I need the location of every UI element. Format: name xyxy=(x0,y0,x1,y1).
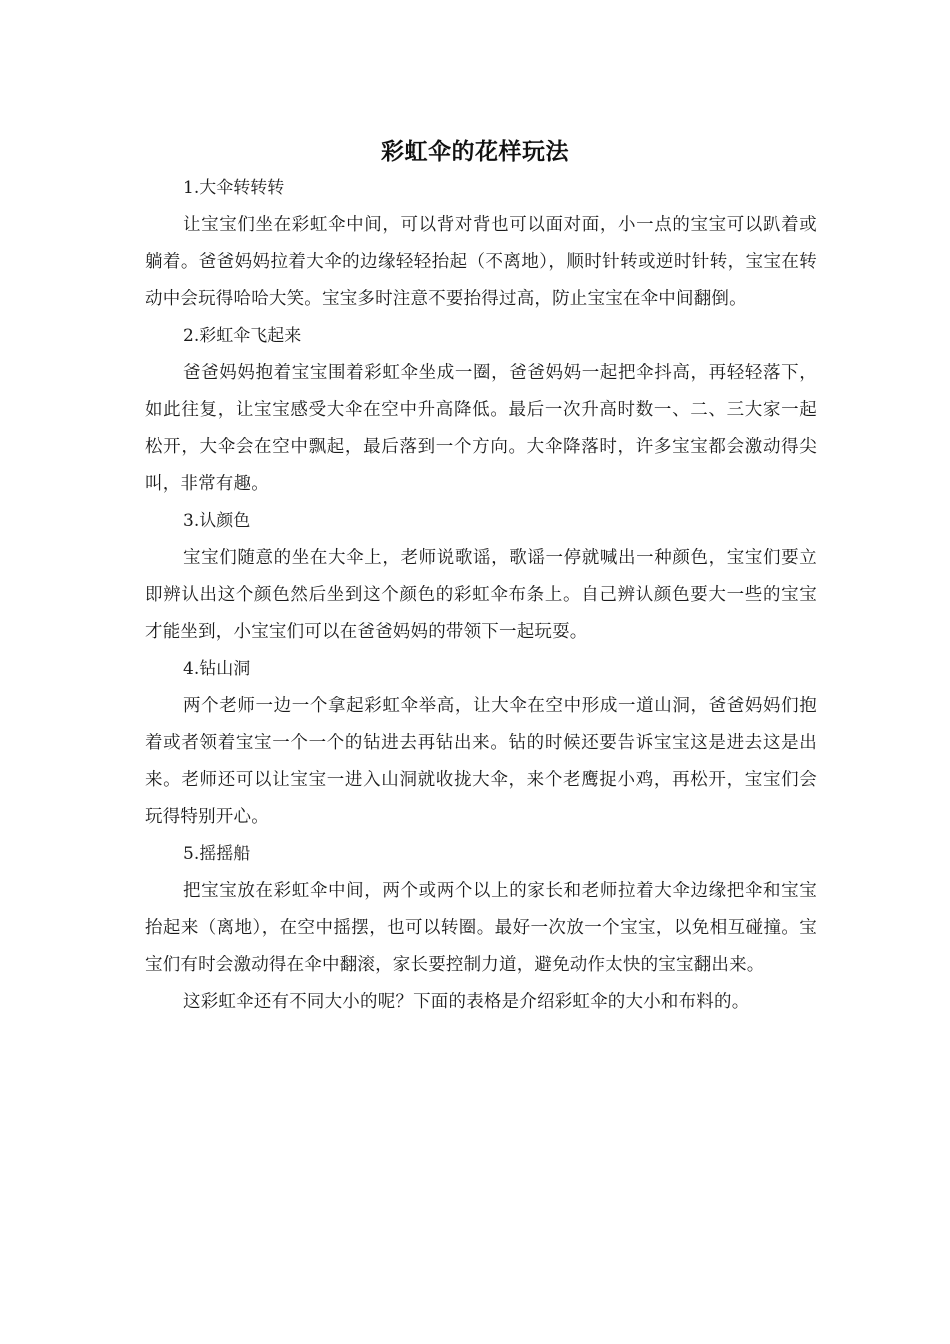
section-paragraph-3: 宝宝们随意的坐在大伞上，老师说歌谣，歌谣一停就喊出一种颜色，宝宝们要立即辨认出这个颜色然后坐到这个颜色的彩虹伞布条上。自己辨认颜色要大一些的宝宝才能坐到，小宝宝们可以在爸爸妈妈的带领下一起玩耍。 xyxy=(145,548,817,642)
section-paragraph-2: 爸爸妈妈抱着宝宝围着彩虹伞坐成一圈，爸爸妈妈一起把伞抖高，再轻轻落下，如此往复，让宝宝感受大伞在空中升高降低。最后一次升高时数一、二、三大家一起松开，大伞会在空中飘起，最后落到一个方向。大伞降落时，许多宝宝都会激动得尖叫，非常有趣。 xyxy=(145,363,817,494)
section-heading-5: 5.摇摇船 xyxy=(183,844,251,864)
section-heading-1: 1.大伞转转转 xyxy=(183,178,285,198)
section-heading-3: 3.认颜色 xyxy=(183,511,251,531)
section-heading-4: 4.钻山洞 xyxy=(183,659,251,679)
closing-paragraph: 这彩虹伞还有不同大小的呢？下面的表格是介绍彩虹伞的大小和布料的。 xyxy=(183,992,750,1012)
section-paragraph-5: 把宝宝放在彩虹伞中间，两个或两个以上的家长和老师拉着大伞边缘把伞和宝宝抬起来（离地），在空中摇摆，也可以转圈。最好一次放一个宝宝，以免相互碰撞。宝宝们有时会激动得在伞中翻滚，家长要控制力道，避免动作太快的宝宝翻出来。 xyxy=(145,881,817,975)
document-body xyxy=(145,170,817,1021)
section-paragraph-4: 两个老师一边一个拿起彩虹伞举高，让大伞在空中形成一道山洞，爸爸妈妈们抱着或者领着宝宝一个一个的钻进去再钻出来。钻的时候还要告诉宝宝这是进去这是出来。老师还可以让宝宝一进入山洞就收拢大伞，来个老鹰捉小鸡，再松开，宝宝们会玩得特别开心。 xyxy=(145,696,817,827)
section-paragraph-1: 让宝宝们坐在彩虹伞中间，可以背对背也可以面对面，小一点的宝宝可以趴着或躺着。爸爸妈妈拉着大伞的边缘轻轻抬起（不离地），顺时针转或逆时针转，宝宝在转动中会玩得哈哈大笑。宝宝多时注意不要抬得过高，防止宝宝在伞中间翻倒。 xyxy=(145,215,817,309)
section-heading-2: 2.彩虹伞飞起来 xyxy=(183,326,302,346)
document-title: 彩虹伞的花样玩法 xyxy=(381,139,569,165)
